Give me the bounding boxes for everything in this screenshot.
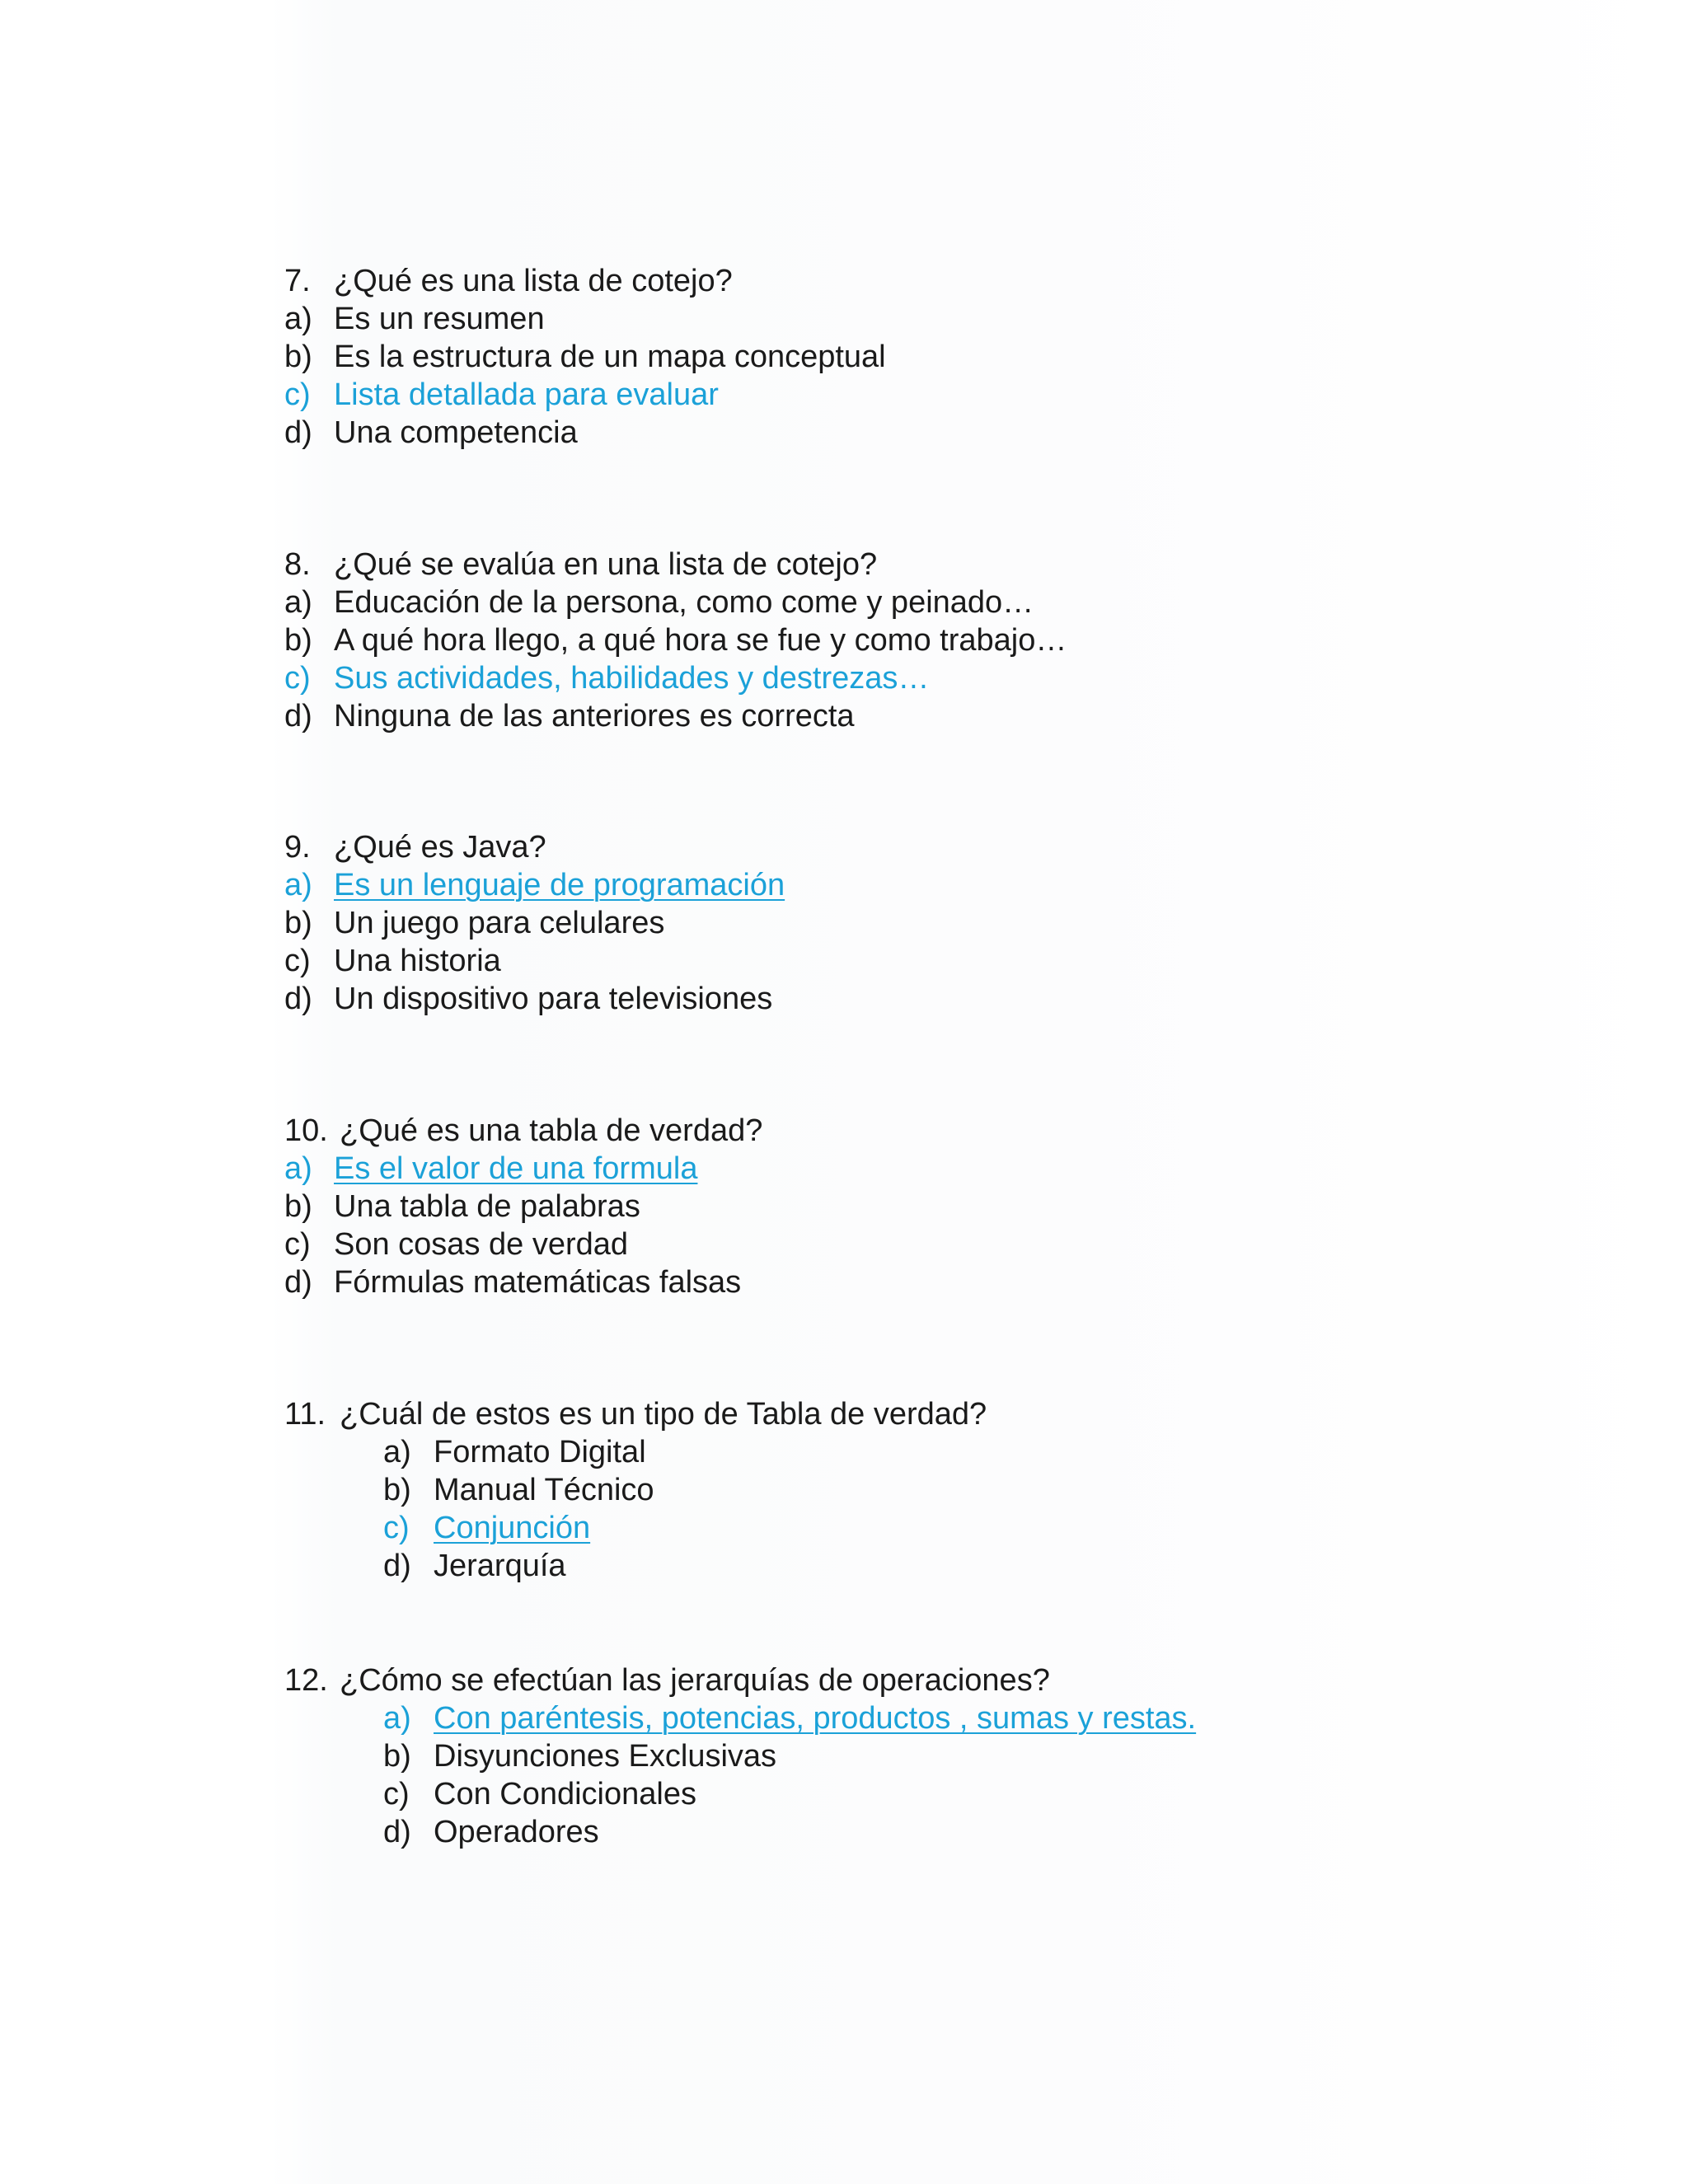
option-b [284,1471,1521,1509]
option-letter: a) [284,585,312,620]
option-text: Sus actividades, habilidades y destrezas… [334,661,930,696]
option-text: Lista detallada para evaluar [334,377,719,412]
option-letter: d) [284,1265,312,1300]
option-text: Jerarquía [434,1549,566,1583]
question-text: ¿Cómo se efectúan las jerarquías de operaciones? [340,1663,1050,1698]
option-letter: a) [284,302,312,336]
question-text: ¿Qué es una lista de cotejo? [334,264,733,298]
question-number: 8. [284,547,311,582]
option-letter: a) [284,868,312,902]
option-text: Manual Técnico [434,1473,654,1507]
option-letter: c) [284,661,311,696]
option-text: Fórmulas matemáticas falsas [334,1265,742,1300]
option-letter: c) [284,377,311,412]
question-text: ¿Qué se evalúa en una lista de cotejo? [334,547,878,582]
option-d [284,414,1521,452]
option-text: Es la estructura de un mapa conceptual [334,340,886,374]
question-10 [284,1112,1521,1301]
option-letter: d) [284,699,312,733]
option-text: Son cosas de verdad [334,1227,629,1262]
option-d [284,980,1521,1018]
option-c [284,942,1521,980]
option-letter: b) [284,1189,312,1224]
option-b [284,338,1521,376]
option-text: Operadores [434,1815,599,1849]
option-letter: d) [284,982,312,1016]
option-b [284,621,1521,659]
question-8 [284,546,1521,735]
option-b [284,904,1521,942]
option-letter: b) [383,1739,411,1774]
option-text: Un dispositivo para televisiones [334,982,773,1016]
option-c [284,1226,1521,1263]
option-c-correct-answer [284,376,1521,414]
option-letter: c) [383,1777,410,1811]
question-11 [284,1395,1521,1585]
question-9 [284,828,1521,1018]
option-text: Con paréntesis, potencias, productos , sumas y restas. [434,1701,1197,1736]
question-text: ¿Qué es Java? [334,830,546,865]
question-8-header [284,546,1521,583]
question-12-header [284,1661,1521,1699]
option-d [284,697,1521,735]
option-text: Conjunción [434,1511,591,1545]
option-c-correct-answer [284,659,1521,697]
option-text: Educación de la persona, como come y peinado… [334,585,1034,620]
option-text: Es el valor de una formula [334,1151,698,1186]
option-a [284,583,1521,621]
option-b [284,1188,1521,1226]
option-a-correct-answer [284,1150,1521,1188]
question-7-header [284,262,1521,300]
option-letter: b) [284,623,312,658]
question-number: 9. [284,830,311,865]
option-c [284,1775,1521,1813]
option-letter: b) [284,906,312,940]
question-text: ¿Cuál de estos es un tipo de Tabla de verdad? [340,1397,987,1432]
option-d [284,1547,1521,1585]
option-text: A qué hora llego, a qué hora se fue y como trabajo… [334,623,1067,658]
option-letter: a) [284,1151,312,1186]
option-letter: c) [383,1511,410,1545]
option-text: Disyunciones Exclusivas [434,1739,777,1774]
option-b [284,1737,1521,1775]
option-text: Una competencia [334,415,578,450]
option-text: Ninguna de las anteriores es correcta [334,699,855,733]
option-letter: c) [284,944,311,978]
question-text: ¿Qué es una tabla de verdad? [340,1113,763,1148]
option-d [284,1813,1521,1851]
option-letter: d) [284,415,312,450]
question-number: 11. [284,1397,326,1432]
question-number: 7. [284,264,311,298]
option-a-correct-answer [284,1699,1521,1737]
option-d [284,1263,1521,1301]
question-10-header [284,1112,1521,1150]
question-number: 10. [284,1113,328,1148]
option-letter: c) [284,1227,311,1262]
option-text: Con Condicionales [434,1777,696,1811]
question-12 [284,1661,1521,1851]
question-number: 12. [284,1663,328,1698]
option-c-correct-answer [284,1509,1521,1547]
option-letter: a) [383,1701,411,1736]
option-text: Formato Digital [434,1435,646,1469]
option-letter: d) [383,1815,411,1849]
question-9-header [284,828,1521,866]
option-letter: b) [383,1473,411,1507]
option-a [284,300,1521,338]
option-a-correct-answer [284,866,1521,904]
option-text: Un juego para celulares [334,906,665,940]
option-letter: a) [383,1435,411,1469]
option-text: Es un resumen [334,302,545,336]
option-text: Una historia [334,944,501,978]
option-a [284,1433,1521,1471]
question-7 [284,262,1521,452]
option-letter: b) [284,340,312,374]
option-text: Es un lenguaje de programación [334,868,785,902]
option-letter: d) [383,1549,411,1583]
question-11-header [284,1395,1521,1433]
option-text: Una tabla de palabras [334,1189,640,1224]
